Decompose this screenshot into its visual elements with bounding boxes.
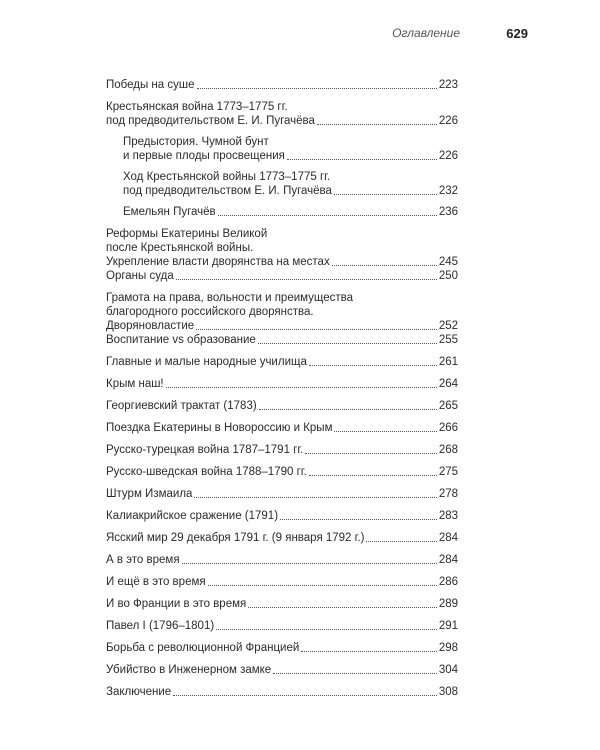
toc-entry-title-line: Воспитание vs образование xyxy=(106,334,256,346)
toc-entry-row xyxy=(106,399,458,413)
dot-leader xyxy=(287,159,437,160)
toc-entry-title-line: Калиакрийское сражение (1791) xyxy=(106,510,279,522)
toc-entry-page: 245 xyxy=(438,256,458,268)
toc-entry-title-line: Заключение xyxy=(106,686,172,698)
toc-entry-title-line: Предыстория. Чумной бунт xyxy=(123,136,269,148)
toc-entry[interactable] xyxy=(106,531,458,545)
toc-entry-row xyxy=(106,641,458,655)
dot-leader xyxy=(334,194,437,195)
toc-entry-row xyxy=(106,465,458,479)
toc-entry-title-line: Ясский мир 29 декабря 1791 г. (9 января 1792 г.) xyxy=(106,532,365,544)
toc-entry-row xyxy=(106,114,458,128)
toc-entry-row xyxy=(106,575,458,589)
toc-entry-page: 264 xyxy=(438,378,458,390)
toc-entry[interactable] xyxy=(106,641,458,655)
toc-entry-row xyxy=(106,377,458,391)
toc-entry-title-line: благородного российского дворянства. xyxy=(106,306,314,318)
toc-entry-row xyxy=(123,149,458,163)
toc-entry-page: 284 xyxy=(438,532,458,544)
toc-entry-row xyxy=(106,685,458,699)
toc-entry-page: 275 xyxy=(438,466,458,478)
toc-entry[interactable] xyxy=(123,135,458,163)
toc-entry-row xyxy=(106,553,458,567)
dot-leader xyxy=(301,651,437,652)
dot-leader xyxy=(173,695,437,696)
dot-leader xyxy=(182,563,437,564)
toc-entry-row xyxy=(106,319,458,333)
dot-leader xyxy=(208,585,437,586)
dot-leader xyxy=(218,215,437,216)
toc-entry[interactable] xyxy=(106,269,458,283)
toc-entry[interactable] xyxy=(106,333,458,347)
toc-entry[interactable] xyxy=(106,685,458,699)
toc-entry-row xyxy=(106,531,458,545)
toc-entry[interactable] xyxy=(106,575,458,589)
toc-entry-title-line: под предводительством Е. И. Пугачёва xyxy=(106,115,315,127)
toc-entry-row xyxy=(106,597,458,611)
toc-entry-row xyxy=(123,184,458,198)
toc-entry-title-line: Ход Крестьянской войны 1773–1775 гг. xyxy=(123,171,331,183)
toc-entry-page: 236 xyxy=(438,206,458,218)
toc-entry[interactable] xyxy=(106,487,458,501)
toc-entry-title-line: А в это время xyxy=(106,554,180,566)
toc-entry-title-line: Грамота на права, вольности и преимущества xyxy=(106,292,354,304)
toc-entry[interactable] xyxy=(123,205,458,219)
toc-entry-page: 284 xyxy=(438,554,458,566)
toc-entry-page: 250 xyxy=(438,270,458,282)
toc-entry-page: 226 xyxy=(438,115,458,127)
dot-leader xyxy=(259,409,437,410)
toc-entry[interactable] xyxy=(106,377,458,391)
toc-entry[interactable] xyxy=(106,227,458,269)
dot-leader xyxy=(332,265,437,266)
running-header xyxy=(0,26,600,46)
toc-entry-title-line: Емельян Пугачёв xyxy=(123,206,216,218)
toc-entry-page: 261 xyxy=(438,356,458,368)
toc-entry[interactable] xyxy=(106,465,458,479)
dot-leader xyxy=(280,519,437,520)
dot-leader xyxy=(366,541,436,542)
toc-entry-row xyxy=(106,619,458,633)
toc-entry-title-line: Победы на суше xyxy=(106,79,195,91)
toc-entry[interactable] xyxy=(106,619,458,633)
toc-entry[interactable] xyxy=(123,170,458,198)
dot-leader xyxy=(176,279,437,280)
toc-entry[interactable] xyxy=(106,443,458,457)
toc-entry[interactable] xyxy=(106,355,458,369)
dot-leader xyxy=(309,365,437,366)
toc-entry-title-line: Крым наш! xyxy=(106,378,164,390)
toc-entry-row xyxy=(106,269,458,283)
toc-entry-page: 268 xyxy=(438,444,458,456)
toc-entry-page: 266 xyxy=(438,422,458,434)
toc-entry-title-line: Штурм Измаила xyxy=(106,488,193,500)
toc-entry-page: 252 xyxy=(438,320,458,332)
toc-entry-title-line: Георгиевский трактат (1783) xyxy=(106,400,257,412)
toc-entry-title-line: и первые плоды просвещения xyxy=(123,150,285,162)
toc-entry-page: 283 xyxy=(438,510,458,522)
dot-leader xyxy=(258,343,437,344)
dot-leader xyxy=(309,475,437,476)
toc-entry[interactable] xyxy=(106,291,458,333)
toc-entry-row xyxy=(123,205,458,219)
toc-entry-page: 226 xyxy=(438,150,458,162)
toc-entry-title-line: И ещё в это время xyxy=(106,576,206,588)
toc-entry-title-line: Дворяновластие xyxy=(106,320,195,332)
toc-entry-row xyxy=(106,443,458,457)
toc-entry[interactable] xyxy=(106,100,458,128)
dot-leader xyxy=(273,673,437,674)
dot-leader xyxy=(317,124,437,125)
running-title: Оглавление xyxy=(392,26,460,40)
toc-entry-title-line: Укрепление власти дворянства на местах xyxy=(106,256,330,268)
toc-entry-page: 223 xyxy=(438,79,458,91)
toc-entry-title-line: Павел I (1796–1801) xyxy=(106,620,215,632)
page-number: 629 xyxy=(506,26,528,41)
toc-entry-title-line: после Крестьянской войны. xyxy=(106,242,254,254)
toc-entry-title-line: И во Франции в это время xyxy=(106,598,247,610)
toc-entry[interactable] xyxy=(106,553,458,567)
toc-entry-title-line: Русско-турецкая война 1787–1791 гг. xyxy=(106,444,304,456)
toc-entry[interactable] xyxy=(106,663,458,677)
toc-entry-page: 278 xyxy=(438,488,458,500)
toc-entry-row xyxy=(106,663,458,677)
toc-entry-row xyxy=(106,255,458,269)
dot-leader xyxy=(166,387,437,388)
toc-entry-page: 289 xyxy=(438,598,458,610)
toc-entry-title-line: Поездка Екатерины в Новороссию и Крым xyxy=(106,422,333,434)
toc-entry-title-line: под предводительством Е. И. Пугачёва xyxy=(123,185,332,197)
toc-entry-page: 298 xyxy=(438,642,458,654)
toc-entry-row xyxy=(106,355,458,369)
toc-entry-title-line: Главные и малые народные училища xyxy=(106,356,307,368)
toc-entry[interactable] xyxy=(106,509,458,523)
toc-entry-row xyxy=(106,487,458,501)
toc-entry-page: 291 xyxy=(438,620,458,632)
toc-entry-page: 255 xyxy=(438,334,458,346)
dot-leader xyxy=(305,453,436,454)
dot-leader xyxy=(334,431,436,432)
dot-leader xyxy=(196,329,437,330)
toc-entry[interactable] xyxy=(106,597,458,611)
dot-leader xyxy=(194,497,436,498)
toc-entry[interactable] xyxy=(106,78,458,92)
toc-entry-row xyxy=(106,333,458,347)
toc-entry[interactable] xyxy=(106,421,458,435)
toc-entry-title-line: Крестьянская война 1773–1775 гг. xyxy=(106,101,288,113)
toc-entry-title-line: Реформы Екатерины Великой xyxy=(106,228,268,240)
toc-entry-page: 232 xyxy=(438,185,458,197)
toc-entry-title-line: Русско-шведская война 1788–1790 гг. xyxy=(106,466,307,478)
toc-entry-title-line: Органы суда xyxy=(106,270,174,282)
toc-entry-page: 265 xyxy=(438,400,458,412)
toc-entry-row xyxy=(106,509,458,523)
toc-entry-page: 286 xyxy=(438,576,458,588)
dot-leader xyxy=(197,88,437,89)
toc-entry-title-line: Убийство в Инженерном замке xyxy=(106,664,272,676)
toc-entry-row xyxy=(106,421,458,435)
dot-leader xyxy=(216,629,437,630)
toc-entry[interactable] xyxy=(106,399,458,413)
dot-leader xyxy=(248,607,437,608)
toc-entry-title-line: Борьба с революционной Францией xyxy=(106,642,300,654)
toc-entry-page: 304 xyxy=(438,664,458,676)
toc-entry-row xyxy=(106,78,458,92)
toc-entry-page: 308 xyxy=(438,686,458,698)
